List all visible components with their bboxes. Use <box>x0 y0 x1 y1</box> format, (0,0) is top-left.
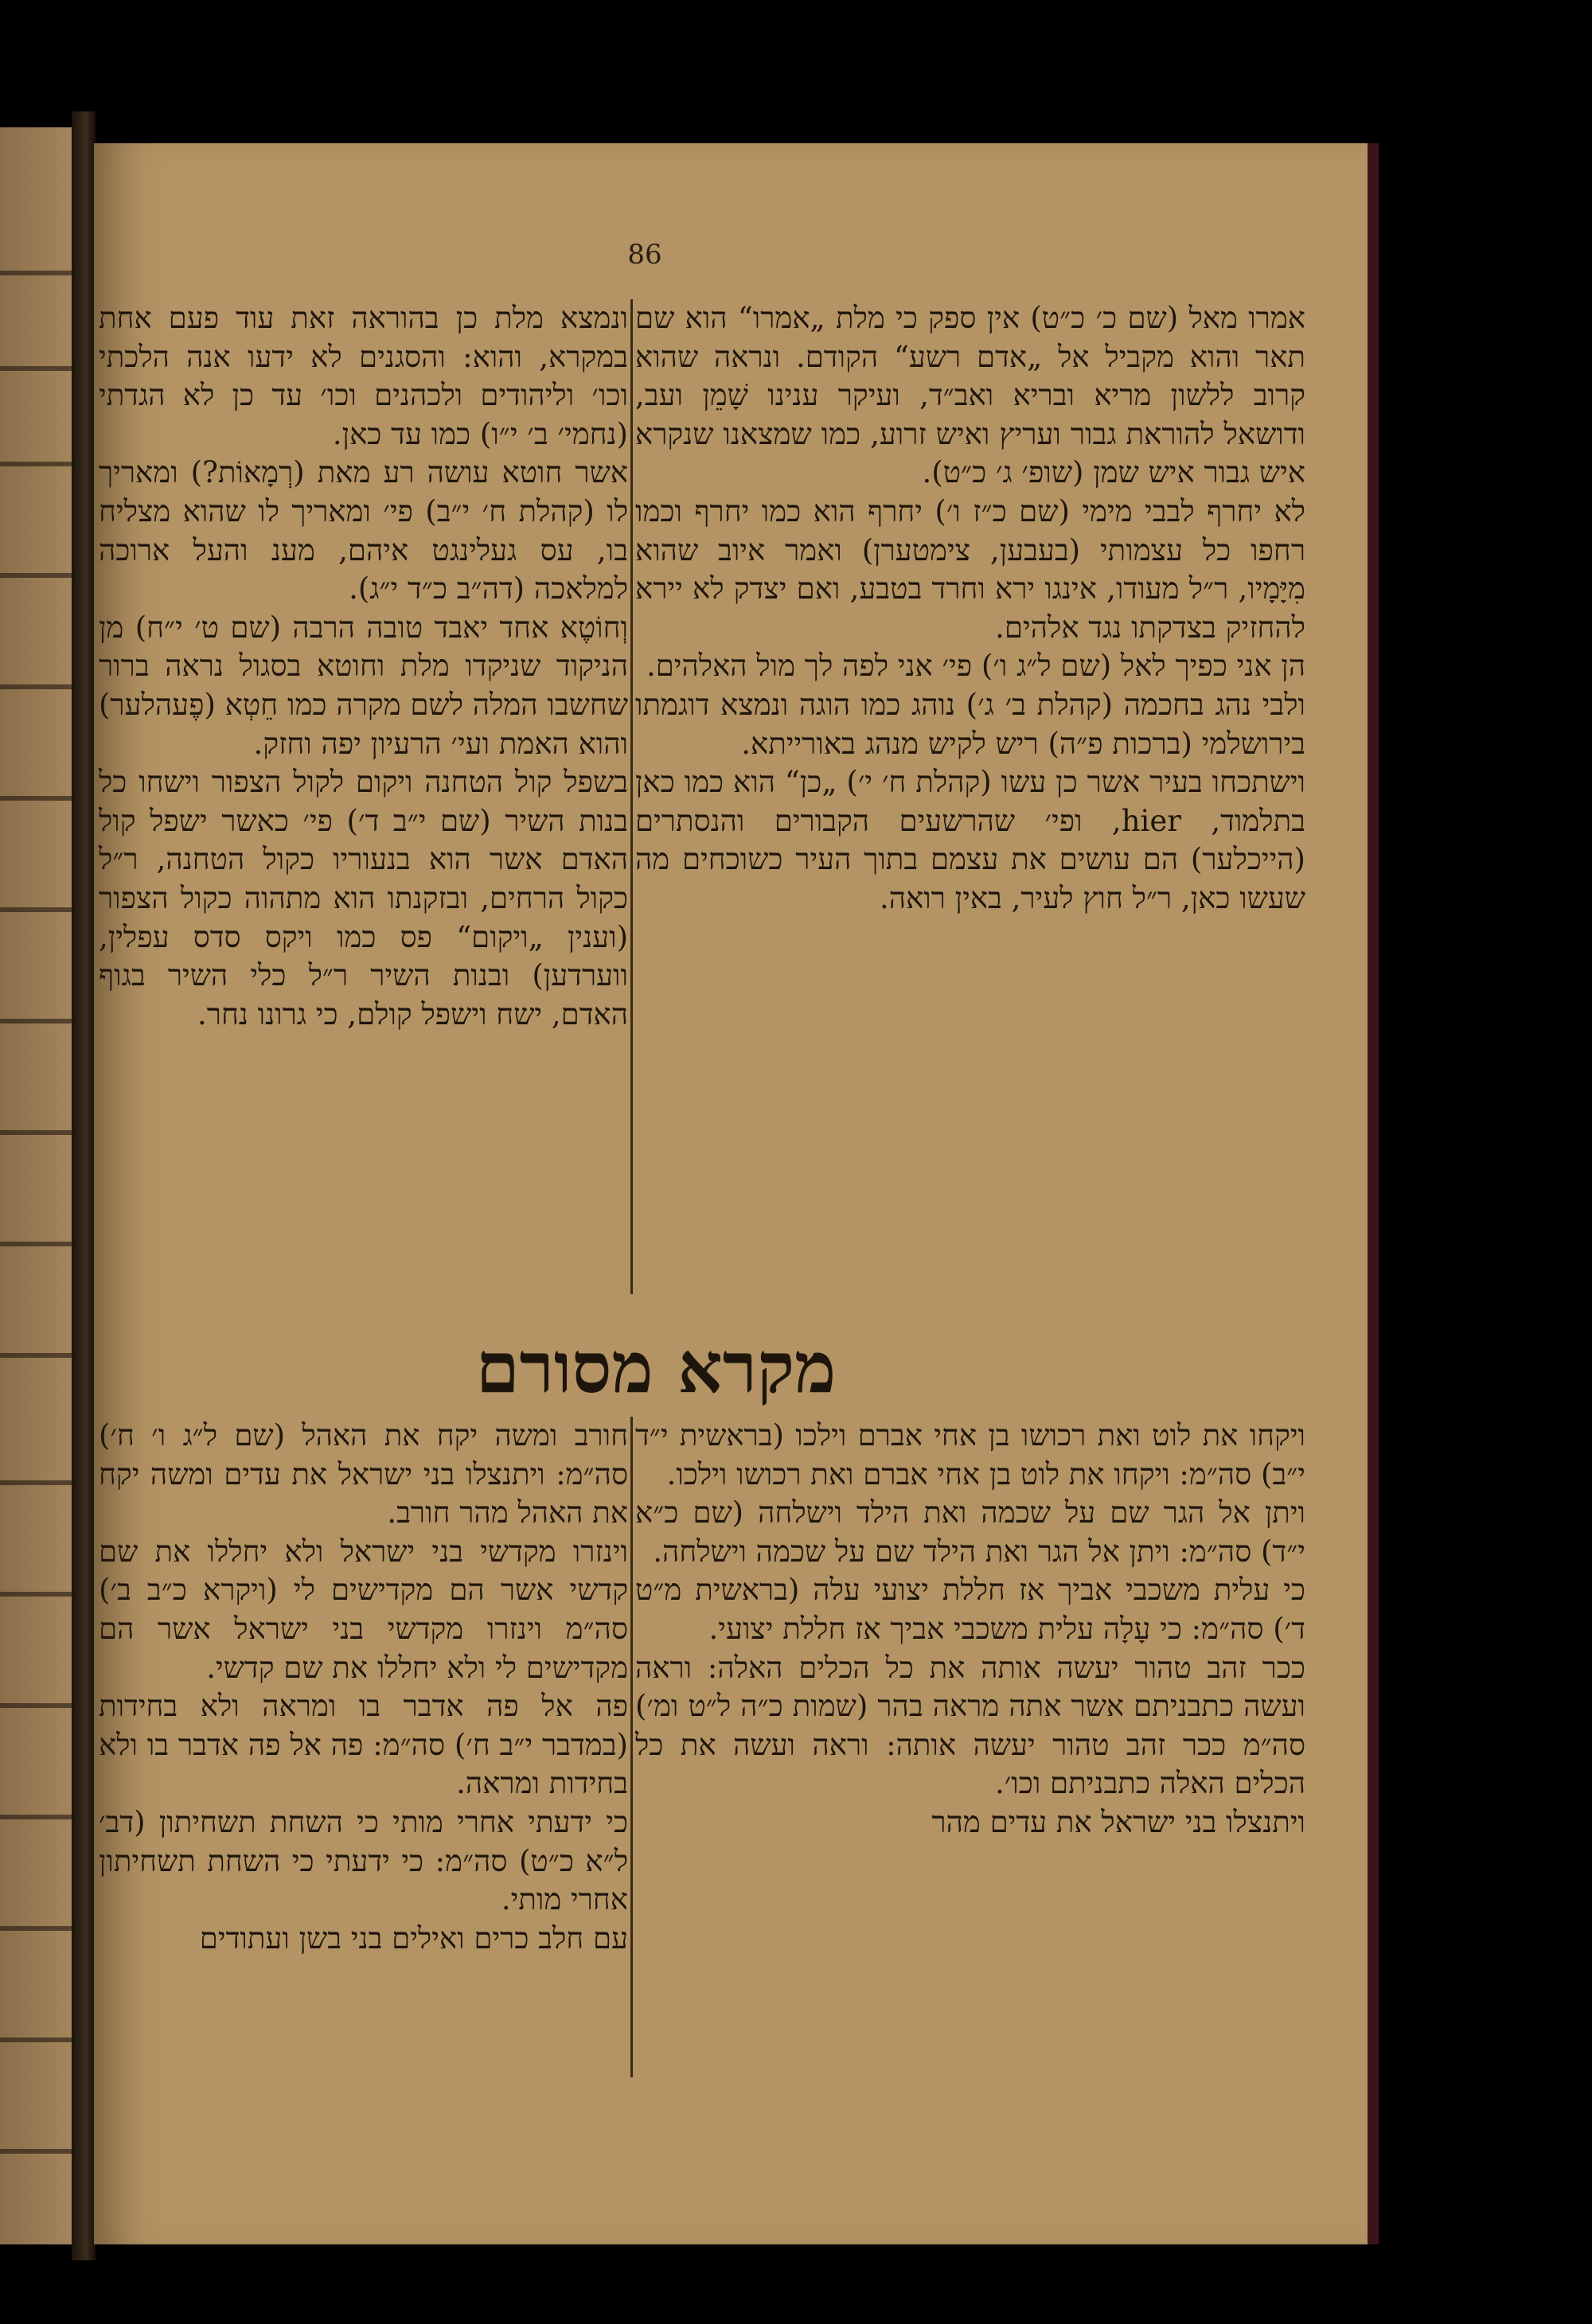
paragraph: ונמצא מלת כן בהוראה זאת עוד פעם אחת במקרא, והוא: והסגנים לא ידעו אנה הלכתי וכו׳ וליהודים ולכהנים וכו׳ עד כן לא הגדתי (נחמי׳ ב׳ י״ו) כמו עד כאן. <box>99 301 628 451</box>
paragraph: אשר חוטא עושה רע מאת (רְמָאוֹת?) ומאריך לו (קהלת ח׳ י״ב) פי׳ ומאריך לו שהוא מצליח בו, עס געלינגט איהם, מענ והעל ארוכה למלאכה (דה״ב כ״ד י״ג). <box>99 455 628 606</box>
column-divider-bottom <box>630 1417 633 2077</box>
paragraph: ויתן אל הגר שם על שכמה ואת הילד וישלחה (שם כ״א י״ד) סה״מ: ויתן אל הגר ואת הילד שם על שכמה וישלחה. <box>635 1495 1305 1569</box>
column-left-top <box>99 299 628 1034</box>
paragraph: ויקחו את לוט ואת רכושו בן אחי אברם וילכו (בראשית י״ד י״ב) סה״מ: ויקחו את לוט בן אחי אברם ואת רכושו וילכו. <box>635 1418 1305 1491</box>
paragraph: ויתנצלו בני ישראל את עדים מהר <box>931 1804 1305 1839</box>
paragraph: פה אל פה אדבר בו ומראה ולא בחידות (במדבר י״ב ח׳) סה״מ: פה אל פה אדבר בו ולא בחידות ומראה. <box>99 1689 628 1801</box>
paragraph: ככר זהב טהור יעשה אותה את כל הכלים האלה: וראה ועשה כתבניתם אשר אתה מראה בהר (שמות כ״ה ל״ט ומ׳) סה״מ ככר זהב טהור יעשה אותה: וראה ועשה את כל הכלים האלה כתבניתם וכו׳. <box>635 1650 1305 1801</box>
paragraph: עם חלב כרים ואילים בני בשן ועתודים <box>199 1920 628 1956</box>
book-spine <box>72 111 96 2260</box>
paragraph: וישתכחו בעיר אשר כן עשו (קהלת ח׳ י׳) „כן“ הוא כמו כאן בתלמוד, hier, ופי׳ שהרשעים הקבורים והנסתרים (הייכלער) הם עושים את עצמם בתוך העיר כשוכחים מה שעשו כאן, ר״ל חוץ לעיר, באין רואה. <box>635 765 1305 915</box>
page-number: 86 <box>627 239 662 271</box>
column-left-bottom <box>99 1417 628 1958</box>
paragraph: חורב ומשה יקח את האהל (שם ל״ג ו׳ ח׳) סה״מ: ויתנצלו בני ישראל את עדים ומשה יקח את האהל מהר חורב. <box>99 1418 628 1530</box>
paragraph: לא יחרף לבבי מימי (שם כ״ז ו׳) יחרף הוא כמו יחרף וכמו רחפו כל עצמותי (בעבען, צימטערן) ואמר איוב שהוא מִיָּמָיו, ר״ל מעודו, אינגו ירא וחרד בטבע, ואם יצדק לא יירא להחזיק בצדקתו נגד אלהים. <box>635 493 1305 645</box>
paragraph: אמרו מאל (שם כ׳ כ״ט) אין ספק כי מלת „אמרו“ הוא שם תאר והוא מקביל אל „אדם רשע“ הקודם. ונראה שהוא קרוב ללשון מריא ובריא ואב״ד, ועיקר ענינו שָׁמֵן ועב, ודושאל להוראת גבור ועריץ ואיש זרוע, כמו שמצאנו שנקרא איש גבור איש שמן (שופ׳ ג׳ כ״ט). <box>635 301 1305 490</box>
section-heading: מקרא מסורם <box>475 1326 837 1409</box>
paragraph: בשפל קול הטחנה ויקום לקול הצפור וישחו כל בנות השיר (שם י״ב ד׳) פי׳ כאשר ישפל קול האדם אשר הוא בנעוריו כקול הטחנה, ר״ל כקול הרחים, ובזקנתו הוא מתהוה כקול הצפור (וענין „ויקום“ פס כמו ויקס סדס עפלין, ווערדען) ובנות השיר ר״ל כלי השיר בגוף האדם, ישח וישפל קולם, כי גרונו נחר. <box>99 765 628 1031</box>
column-right-bottom <box>635 1417 1305 1842</box>
paragraph: הן אני כפיך לאל (שם ל״ג ו׳) פי׳ אני לפה לך מול האלהים. <box>646 649 1305 684</box>
paragraph: כי עלית משכבי אביך אז חללת יצועי עלה (בראשית מ״ט ד׳) סה״מ: כי עָלָה עלית משכבי אביך אז חללת יצועי. <box>635 1573 1305 1646</box>
column-divider-top <box>630 299 633 1294</box>
paragraph: ולבי נהג בחכמה (קהלת ב׳ ג׳) נוהג כמו הוגה ונמצא דוגמתו בירושלמי (ברכות פ״ה) ריש לקיש מנהג באורייתא. <box>635 687 1305 761</box>
paragraph: וְחוֹטֶא אחד יאבד טובה הרבה (שם ט׳ י״ח) מן הניקוד שניקדו מלת וחוטא בסגול נראה ברור שחשבו המלה לשם מקרה כמו חֵטְא (פֶעהלער) והוא האמת ועי׳ הרעיון יפה וחזק. <box>99 610 628 761</box>
book-cover-edge <box>1368 143 1379 2244</box>
paragraph: וינזרו מקדשי בני ישראל ולא יחללו את שם קדשי אשר הם מקדישים לי (ויקרא כ״ב ב׳) סה״מ וינזרו מקדשי בני ישראל אשר הם מקדישים לי ולא יחללו את שם קדשי. <box>99 1534 628 1685</box>
facing-page-edge <box>0 127 73 2244</box>
column-right-top <box>635 299 1305 918</box>
paragraph: כי ידעתי אחרי מותי כי השחת תשחיתון (דב׳ ל״א כ״ט) סה״מ: כי ידעתי כי השחת תשחיתון אחרי מותי. <box>99 1804 628 1917</box>
